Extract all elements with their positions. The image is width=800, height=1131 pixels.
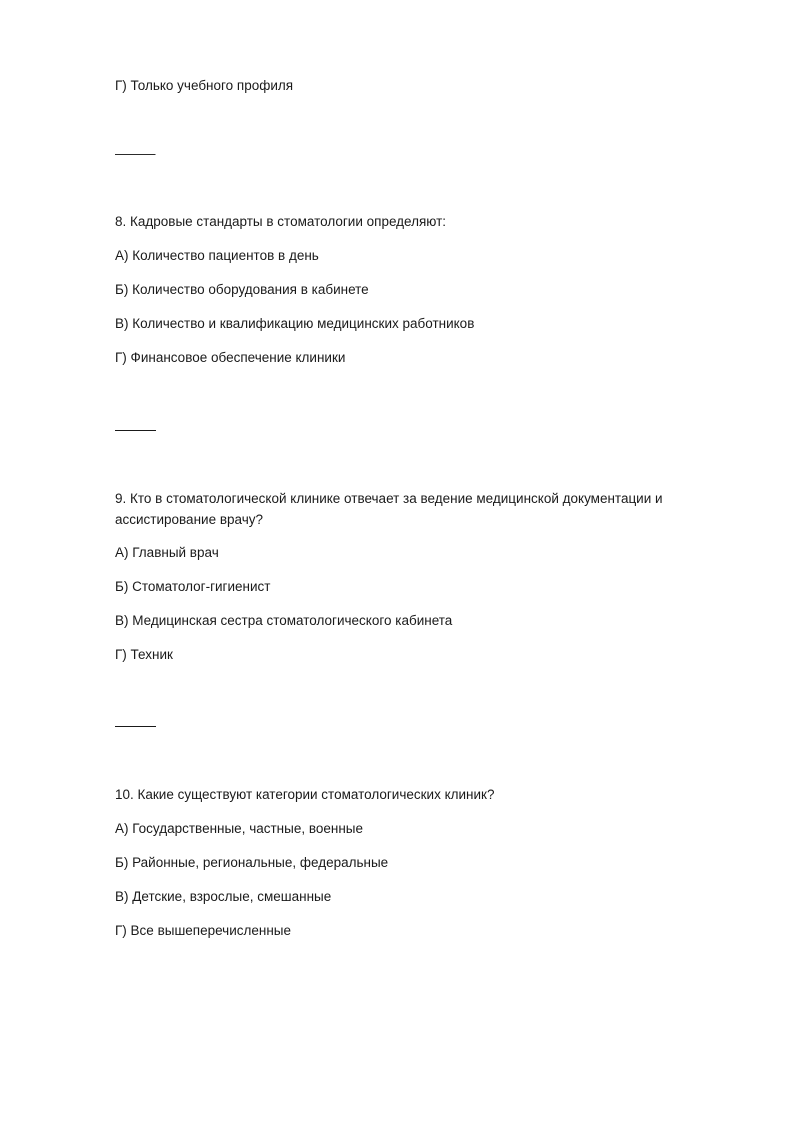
q9-option-d: Г) Техник xyxy=(115,647,173,662)
q10-option-c: В) Детские, взрослые, смешанные xyxy=(115,889,332,904)
separator-1: ——— xyxy=(115,146,156,161)
q8-option-b: Б) Количество оборудования в кабинете xyxy=(115,282,369,297)
q8-option-a: А) Количество пациентов в день xyxy=(115,248,319,263)
q9-option-a: А) Главный врач xyxy=(115,545,219,560)
q10-option-d: Г) Все вышеперечисленные xyxy=(115,923,292,938)
q9-option-c: В) Медицинская сестра стоматологического кабинета xyxy=(115,613,453,628)
separator-rule-2 xyxy=(115,430,156,431)
q7-option-d: Г) Только учебного профиля xyxy=(115,78,294,93)
q10-option-b: Б) Районные, региональные, федеральные xyxy=(115,855,389,870)
q9-question: 9. Кто в стоматологической клинике отвечает за ведение медицинской документации и ассистирование врачу? xyxy=(115,491,663,527)
q10-question: 10. Какие существуют категории стоматологических клиник? xyxy=(115,787,495,802)
q8-option-d: Г) Финансовое обеспечение клиники xyxy=(115,350,346,365)
q8-option-c: В) Количество и квалификацию медицинских работников xyxy=(115,316,475,331)
q9-option-b: Б) Стоматолог-гигиенист xyxy=(115,579,271,594)
q8-question: 8. Кадровые стандарты в стоматологии определяют: xyxy=(115,214,447,229)
q10-option-a: А) Государственные, частные, военные xyxy=(115,821,363,836)
separator-rule-3 xyxy=(115,726,156,727)
